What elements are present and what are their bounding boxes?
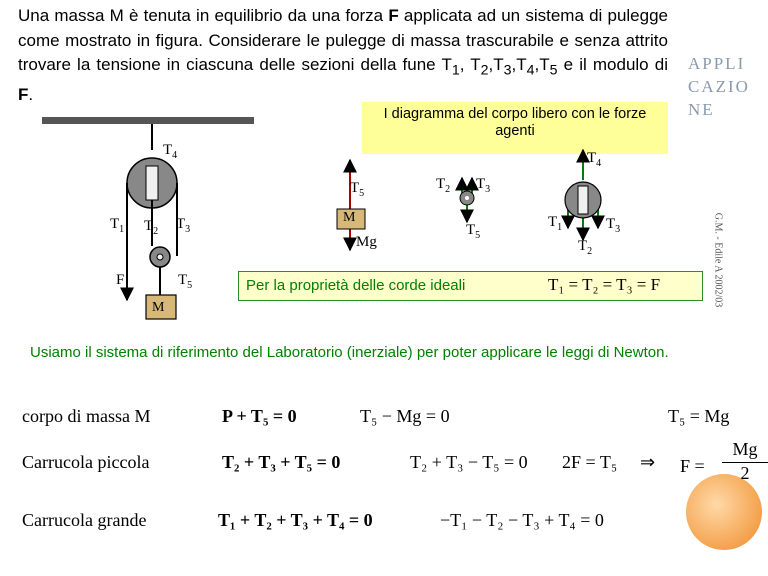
fraction-denominator: 2 — [740, 463, 750, 483]
label-t2: $T_2$ — [144, 218, 159, 237]
implies-symbol: ⇒ — [640, 452, 656, 472]
eq-row2-fraction — [722, 439, 768, 484]
label-t3: $T_3$ — [176, 216, 191, 235]
eq-row3-vector: T₁ + T₂ + T₃ + T₄ = 0 — [218, 510, 373, 530]
fbd-large-t3-label: $T_3$ — [606, 216, 621, 235]
eq-row2-label: Carrucola piccola — [22, 452, 150, 472]
newton-paragraph: Usiamo il sistema di riferimento del Laboratorio (inerziale) per poter applicare le leggi di Newton. — [30, 344, 669, 361]
sep-1: , T — [459, 55, 481, 74]
label-mass: M — [152, 300, 165, 315]
eq-row3-label: Carrucola grande — [22, 510, 147, 530]
intro-text-1: Una massa M è tenuta in equilibrio da una forza — [18, 6, 389, 25]
intro-force-2: F — [18, 84, 29, 104]
label-t1: $T_1$ — [110, 216, 125, 235]
sub-1: 1 — [451, 62, 460, 79]
fbd-large-hub — [578, 186, 588, 214]
eq-row1-result: T₅ = Mg — [668, 406, 730, 426]
eq-row2-f: F = — [680, 456, 705, 476]
label-t4: $T_4$ — [163, 142, 178, 161]
ceiling-bar — [42, 117, 254, 124]
decorative-orange-circle — [686, 474, 762, 550]
fbd-callout: I diagramma del corpo libero con le forze agenti — [362, 102, 668, 154]
intro-text-2: applicata ad un sistema di pulegge come mostrato in figura. Considerare le pulegge di massa trascurabile e senza attrito trovare la tensione in ciascuna delle sezioni della fune T — [18, 6, 668, 74]
title-line-3: NE — [688, 100, 715, 119]
label-f: F — [116, 272, 125, 288]
fbd-large-t2-label: $T_2$ — [578, 238, 593, 257]
fbd-small-t3-label: $T_3$ — [476, 176, 491, 195]
fbd-small-hub — [465, 196, 469, 200]
sub-3: 3 — [503, 62, 512, 79]
fbd-mass-label: M — [343, 210, 356, 225]
eq-row3-scalar: −T₁ − T₂ − T₃ + T₄ = 0 — [440, 510, 604, 530]
fbd-mass-t5-label: $T_5$ — [350, 180, 365, 199]
sub-4: 4 — [526, 62, 535, 79]
property-equation: T₁ = T₂ = T₃ = F — [548, 275, 661, 294]
intro-period: . — [28, 84, 34, 104]
title-line-2: CAZIO — [688, 77, 750, 96]
eq-row2-vector: T₂ + T₃ + T₅ = 0 — [222, 452, 341, 472]
fbd-large-t4-label: $T_4$ — [587, 150, 602, 169]
sub-2: 2 — [480, 62, 489, 79]
sep-3: ,T — [511, 55, 527, 74]
sub-5: 5 — [549, 62, 558, 79]
eq-row2-result: 2F = T₅ — [562, 452, 618, 472]
property-text: Per la proprietà delle corde ideali — [246, 277, 466, 294]
sep-2: ,T — [488, 55, 504, 74]
title-line-1: APPLI — [688, 54, 746, 73]
credit-text: G.M. - Edile A 2002/03 — [712, 212, 724, 308]
eq-row2-scalar: T₂ + T₃ − T₅ = 0 — [410, 452, 528, 472]
label-t5: $T_5$ — [178, 272, 193, 291]
fbd-small-t5-label: $T_5$ — [466, 222, 481, 241]
eq-row1-vector: P + T₅ = 0 — [222, 406, 297, 426]
fbd-small-t2-label: $T_2$ — [436, 176, 451, 195]
eq-row1-label: corpo di massa M — [22, 406, 151, 426]
intro-text-3: e il modulo di — [557, 55, 669, 74]
small-pulley-hub — [157, 254, 163, 260]
sep-4: ,T — [534, 55, 550, 74]
fbd-mass-weight-label: Mg — [356, 234, 377, 250]
intro-force-1: F — [388, 6, 399, 25]
fraction-numerator: Mg — [722, 439, 768, 463]
fbd-large-t1-label: $T_1$ — [548, 214, 563, 233]
eq-row1-scalar: T₅ − Mg = 0 — [360, 406, 450, 426]
large-pulley-hub — [146, 166, 158, 200]
